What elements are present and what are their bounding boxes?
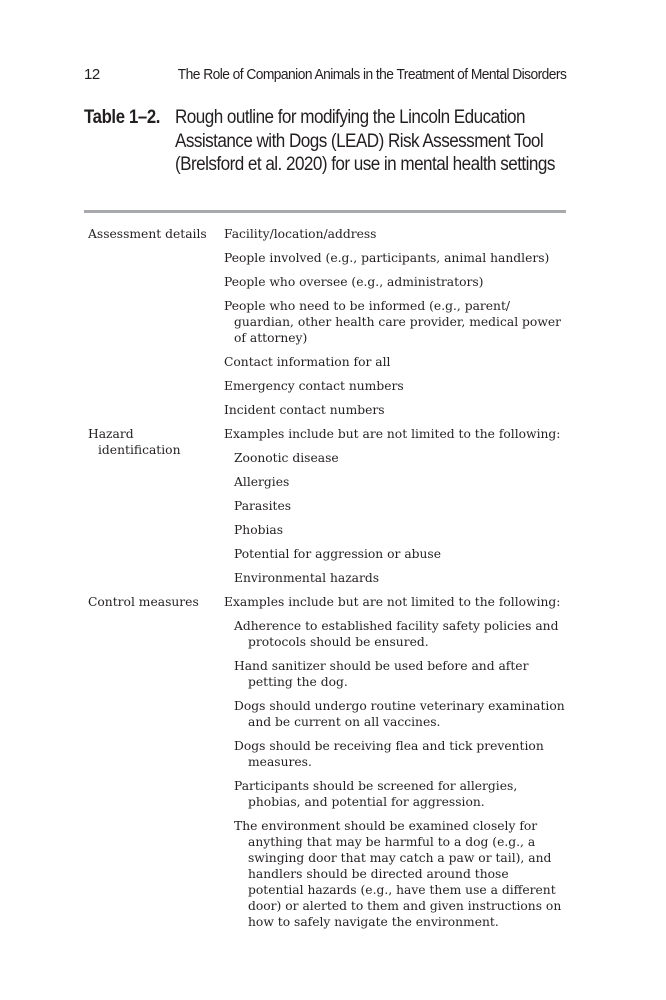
list-item: Adherence to established facility safety policies and protocols should be ensured.: [234, 619, 559, 649]
list-item: Facility/location/address: [224, 227, 377, 241]
table-caption: [84, 106, 566, 177]
list-item: Phobias: [234, 523, 284, 537]
list-item: The environment should be examined closely for anything that may be harmful to a dog (e.g., a swinging door that may catch a paw or tail), and handlers should be directed around those potential hazards (e.g., have them use a different door) or alerted to them and given instructions on how to safely navigate the environment.: [234, 819, 562, 929]
page-number: 12: [84, 66, 100, 83]
list-item: Incident contact numbers: [224, 403, 385, 417]
section-label: [88, 426, 218, 458]
list-item: Potential for aggression or abuse: [234, 547, 442, 561]
section-label: [88, 226, 218, 242]
running-header: [84, 66, 566, 88]
section-control-measures: [84, 588, 566, 932]
list-item: Environmental hazards: [234, 571, 380, 585]
list-item: Contact information for all: [224, 355, 391, 369]
list-item: Emergency contact numbers: [224, 379, 404, 393]
section-label: [88, 594, 218, 610]
list-item: Zoonotic disease: [234, 451, 339, 465]
risk-assessment-table: [84, 220, 566, 932]
running-title: The Role of Companion Animals in the Treatment of Mental Disorders: [177, 66, 566, 83]
list-item: Dogs should undergo routine veterinary examination and be current on all vaccines.: [234, 699, 565, 729]
section-intro: Examples include but are not limited to the following:: [224, 427, 561, 441]
list-item: Allergies: [234, 475, 290, 489]
list-item: People who oversee (e.g., administrators): [224, 275, 484, 289]
section-assessment-details: [84, 220, 566, 420]
section-label-line: Control measures: [88, 595, 199, 609]
section-label-line: identification: [98, 443, 181, 457]
list-item: Hand sanitizer should be used before and after petting the dog.: [234, 659, 529, 689]
list-item: Parasites: [234, 499, 292, 513]
table-top-rule: [84, 210, 566, 213]
section-hazard-identification: [84, 420, 566, 588]
table-title: Rough outline for modifying the Lincoln Education Assistance with Dogs (LEAD) Risk Assessment Tool (Brelsford et al. 2020) for use in mental health settings: [175, 107, 555, 175]
list-item: People who need to be informed (e.g., parent/ guardian, other health care provider, medical power of attorney): [224, 299, 562, 345]
list-item: Participants should be screened for allergies, phobias, and potential for aggression.: [234, 779, 518, 809]
list-item: People involved (e.g., participants, animal handlers): [224, 251, 550, 265]
section-intro: Examples include but are not limited to the following:: [224, 595, 561, 609]
section-label-line: Assessment details: [88, 227, 207, 241]
section-label-line: Hazard: [88, 427, 134, 441]
table-label: Table 1–2.: [84, 107, 161, 128]
list-item: Dogs should be receiving flea and tick prevention measures.: [234, 739, 544, 769]
